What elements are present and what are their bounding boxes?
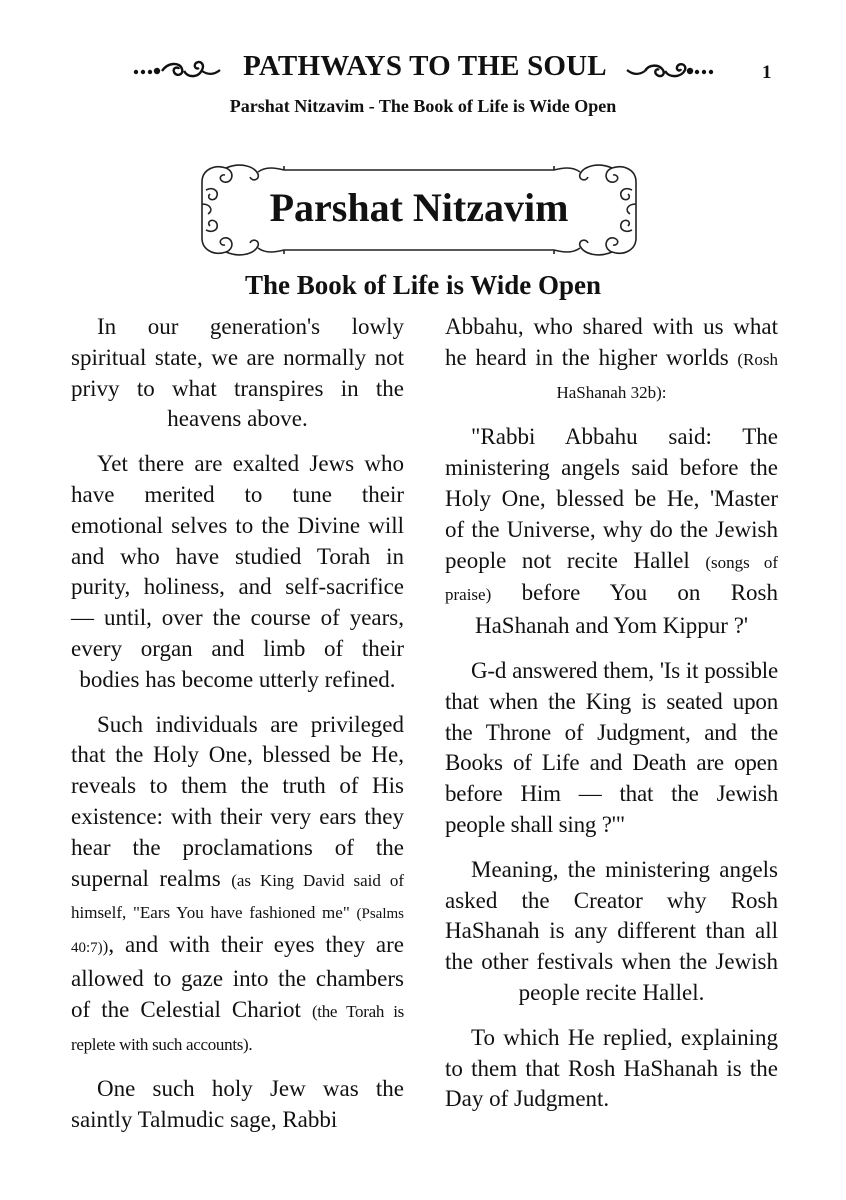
paragraph [445, 855, 778, 1009]
paragraph [71, 312, 404, 435]
paragraph-text: before You on Rosh HaShanah and Yom Kippur ?' [474, 580, 778, 639]
left-flourish-icon [132, 56, 222, 82]
page-header [0, 50, 846, 90]
paragraph-text: Yet there are exalted Jews who have merited to tune their emotional selves to the Divine will and who have studied Torah in purity, holiness, and self-sacrifice — until, over the course of years, every organ and limb of their bodies has become utterly refined. [71, 451, 404, 692]
citation-text: (Psalms 40:7) [71, 906, 404, 957]
page-number: 1 [762, 62, 772, 83]
left-column [71, 312, 404, 1150]
right-column [445, 312, 778, 1129]
running-title: PATHWAYS TO THE SOUL [243, 50, 607, 82]
paragraph [71, 710, 404, 1061]
paragraph-text: To which He replied, explaining to them that Rosh HaShanah is the Day of Judgment. [445, 1024, 778, 1112]
chapter-subhead: Parshat Nitzavim - The Book of Life is Wide Open [229, 96, 617, 116]
paragraph-text: Such individuals are privileged that the Holy One, blessed be He, reveals to them the truth of His existence: with their very ears they hear the proclamations of the supernal realms [71, 711, 404, 891]
paragraph [445, 312, 778, 408]
paragraph-text: G-d answered them, 'Is it possible that when the King is seated upon the Throne of Judgment, and the Books of Life and Death are open before Him — that the Jewish people shall sing ?'" [445, 657, 778, 837]
paragraph [445, 1023, 778, 1115]
page-title: Parshat Nitzavim [269, 185, 569, 230]
article-subtitle: The Book of Life is Wide Open [244, 270, 602, 300]
citation-text: ) [102, 937, 109, 957]
paragraph [71, 449, 404, 695]
citation-text: (the Torah is replete with such accounts). [71, 1001, 405, 1054]
paragraph-text: Abbahu, who shared with us what he heard in the higher worlds [445, 314, 778, 370]
paragraph [71, 1074, 404, 1136]
paragraph-text: "Rabbi Abbahu said: The ministering angels said before the Holy One, blessed be He, 'Master of the Universe, why do the Jewish people not recite Hallel [445, 424, 778, 573]
paragraph [445, 422, 778, 642]
citation-text: (songs of praise) [445, 552, 778, 605]
citation-text: (as King David said of himself, "Ears You have fashioned me" [71, 870, 404, 923]
right-flourish-icon [625, 56, 715, 82]
paragraph-text: Meaning, the ministering angels asked the Creator why Rosh HaShanah is any different than all the other festivals when the Jewish people recite Hallel. [445, 856, 778, 1005]
paragraph-text: One such holy Jew was the saintly Talmudic sage, Rabbi [71, 1076, 404, 1133]
paragraph [445, 656, 778, 841]
title-frame [196, 160, 642, 260]
paragraph-text: , and with their eyes they are allowed to gaze into the chambers of the Celestial Chariot [71, 932, 404, 1022]
paragraph-text: In our generation's lowly spiritual state, we are normally not privy to what transpires in the heavens above. [71, 314, 404, 432]
citation-text: (Rosh HaShanah 32b): [556, 349, 778, 402]
